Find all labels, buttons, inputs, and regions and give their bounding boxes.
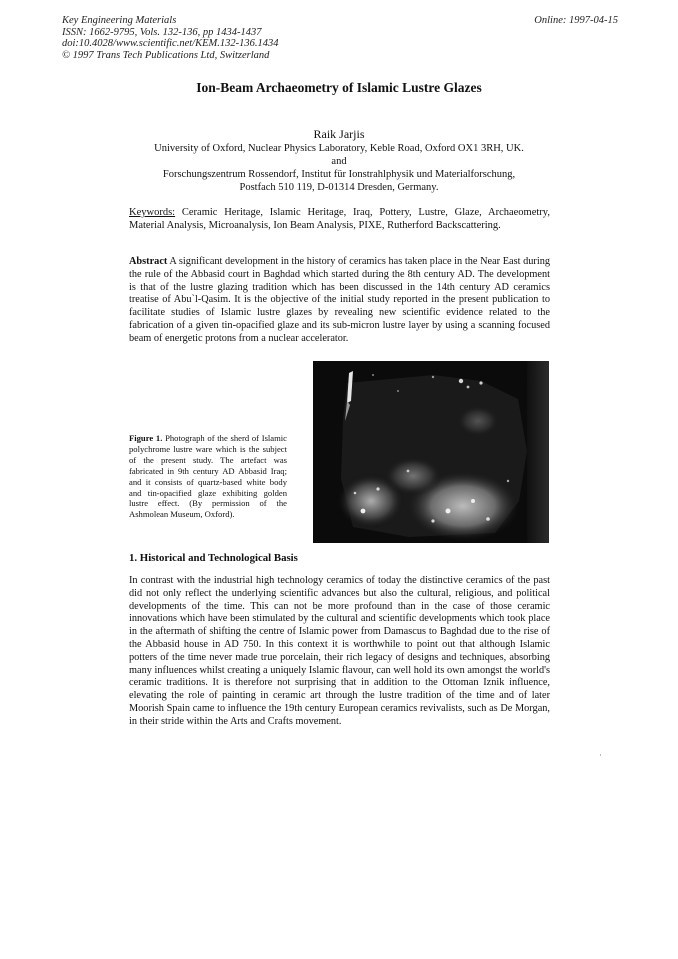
- figure-label: Figure 1.: [129, 433, 163, 443]
- abstract-text: A significant development in the history of ceramics has taken place in the Near East during the rule of the Abbasid court in Baghdad which started during the 8th century AD. The development is that of the lustre glazing tradition which has been discussed in the 14th century AD ceramics treatise of Abu`l-Qasim. It is the objective of the initial study reported in the present publication to facilitate studies of Islamic lustre glazes by revealing new scientific evidence related to the fabrication of a given tin-opacified glaze and its sub-micron lustre layer by using a scanning focused beam of energetic protons from a nuclear accelerator.: [129, 256, 550, 344]
- figure-1-photo: [313, 361, 549, 543]
- online-date: Online: 1997-04-15: [534, 15, 618, 26]
- keywords-label: Keywords:: [129, 207, 176, 218]
- figure-caption-text: Photograph of the sherd of Islamic polychrome lustre ware which is the subject of the present study. The artefact was fabricated in 9th century AD Abbasid Iraq; and it consists of quartz-based white body and tin-opacified glaze exhibiting golden lustre effect. (By permission of the Ashmolean Museum, Oxford).: [129, 433, 288, 520]
- journal-issn: ISSN: 1662-9795, Vols. 132-136, pp 1434-1437: [62, 26, 262, 38]
- journal-doi: doi:10.4028/www.scientific.net/KEM.132-136.1434: [62, 38, 279, 49]
- journal-header: [62, 15, 618, 61]
- sherd-photograph: [313, 361, 549, 543]
- author-block: [0, 127, 678, 194]
- journal-name: Key Engineering Materials: [62, 15, 177, 26]
- figure-caption: [129, 433, 287, 520]
- keywords-text: Ceramic Heritage, Islamic Heritage, Iraq, Pottery, Lustre, Glaze, Archaeometry, Material Analysis, Microanalysis, Ion Beam Analysis, PIXE, Rutherford Backscattering.: [129, 207, 550, 231]
- keywords: [129, 206, 550, 232]
- affiliation-rossendorf-line2: Postfach 510 119, D-01314 Dresden, Germany.: [239, 182, 439, 193]
- section-1-paragraph: In contrast with the industrial high technology ceramics of today the distinctive ceramics of the past did not only reflect the underlying scientific advances but also the cultural, religious, and political developments of the time. This can not be more profound than in the case of those ceramic innovations which have been stimulated by the cultural and scientific developments which took place in the aftermath of shifting the centre of Islamic power from Damascus to Baghdad due to the rise of the Abbasid house in AD 750. In this context it is worthwhile to point out that although Islamic potters of the time never made true porcelain, their rich legacy of designs and techniques, absorbing many influences whilst creating a uniquely Islamic flavour, can well hold its own amongst the world's ceramic traditions. It is therefore not surprising that in addition to the Ottoman Iznik influence, elevating the role of painting in ceramic art through the lustre tradition of the time and of later Moorish Spain came to influence the 19th century European ceramics revivalists, such as De Morgan, in their stride within the Arts and Crafts movement.: [129, 575, 550, 727]
- abstract: [129, 256, 550, 346]
- scan-speck: [600, 754, 601, 756]
- author-name: Raik Jarjis: [313, 127, 365, 141]
- affiliation-rossendorf-line1: Forschungszentrum Rossendorf, Institut für Ionstrahlphysik und Materialforschung,: [162, 169, 516, 180]
- paper-title: Ion-Beam Archaeometry of Islamic Lustre Glazes: [196, 80, 482, 95]
- journal-copyright: © 1997 Trans Tech Publications Ltd, Switzerland: [62, 49, 270, 61]
- affiliation-and: and: [331, 156, 347, 167]
- section-1-heading: 1. Historical and Technological Basis: [129, 552, 298, 564]
- affiliation-oxford: University of Oxford, Nuclear Physics Laboratory, Keble Road, Oxford OX1 3RH, UK.: [154, 143, 524, 154]
- abstract-label: Abstract: [129, 256, 168, 267]
